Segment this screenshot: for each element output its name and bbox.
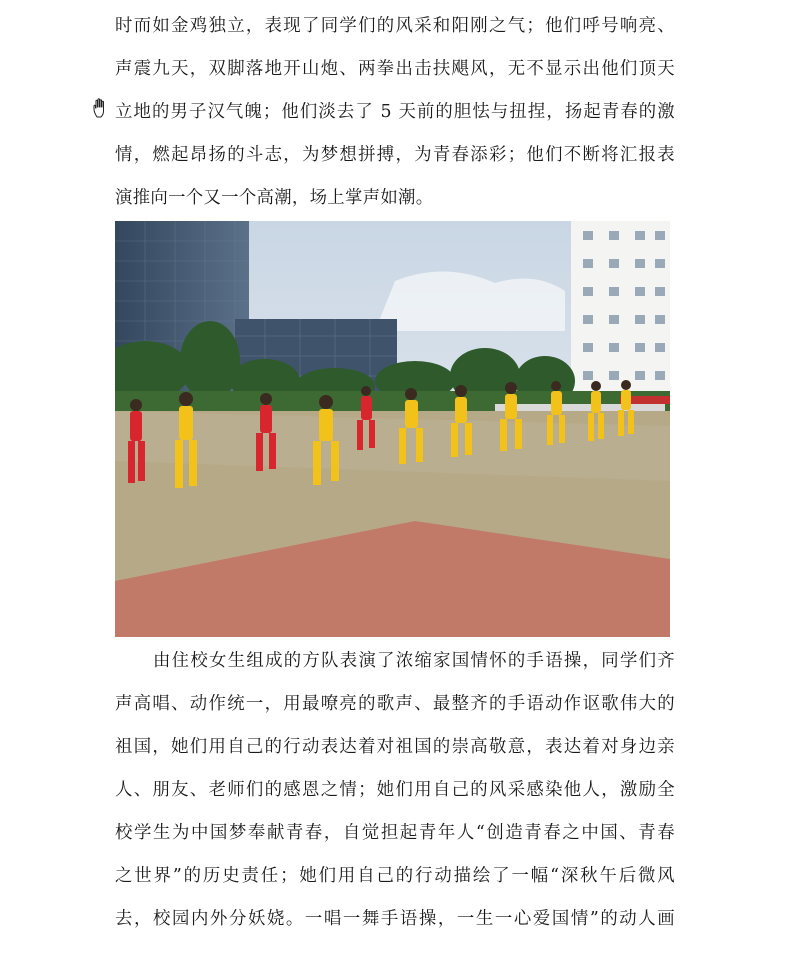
photo-martial-arts-performance: [115, 221, 670, 637]
text-line: 由住校女生组成的方队表演了浓缩家国情怀的手语操，同学们齐: [153, 651, 675, 671]
text-line: 去，校园内外分妖娆。一唱一舞手语操，一生一心爱国情”的动人画: [115, 909, 675, 929]
text-line: 人、朋友、老师们的感恩之情；她们用自己的风采感染他人，激励全: [115, 780, 675, 800]
text-line: 时而如金鸡独立，表现了同学们的风采和阳刚之气；他们呼号响亮、: [115, 16, 675, 36]
text-line: 声高唱、动作统一，用最嘹亮的歌声、最整齐的手语动作讴歌伟大的: [115, 694, 675, 714]
paragraph-2: [115, 640, 675, 941]
text-line: 声震九天，双脚落地开山炮、两拳出击扶飓风，无不显示出他们顶天: [115, 59, 675, 79]
text-line: 立地的男子汉气魄；他们淡去了 5 天前的胆怯与扭捏，扬起青春的激: [115, 102, 675, 122]
text-line: 之世界”的历史责任；她们用自己的行动描绘了一幅“深秋午后微风: [115, 866, 675, 886]
text-line: 演推向一个又一个高潮，场上掌声如潮。: [115, 188, 434, 208]
text-line: 校学生为中国梦奉献青春，自觉担起青年人“创造青春之中国、青春: [115, 823, 675, 843]
hand-cursor-icon: [90, 96, 114, 120]
paragraph-1: [115, 5, 675, 220]
text-line: 情，燃起昂扬的斗志，为梦想拼搏，为青春添彩；他们不断将汇报表: [115, 145, 675, 165]
text-line: 祖国，她们用自己的行动表达着对祖国的崇高敬意，表达着对身边亲: [115, 737, 675, 757]
